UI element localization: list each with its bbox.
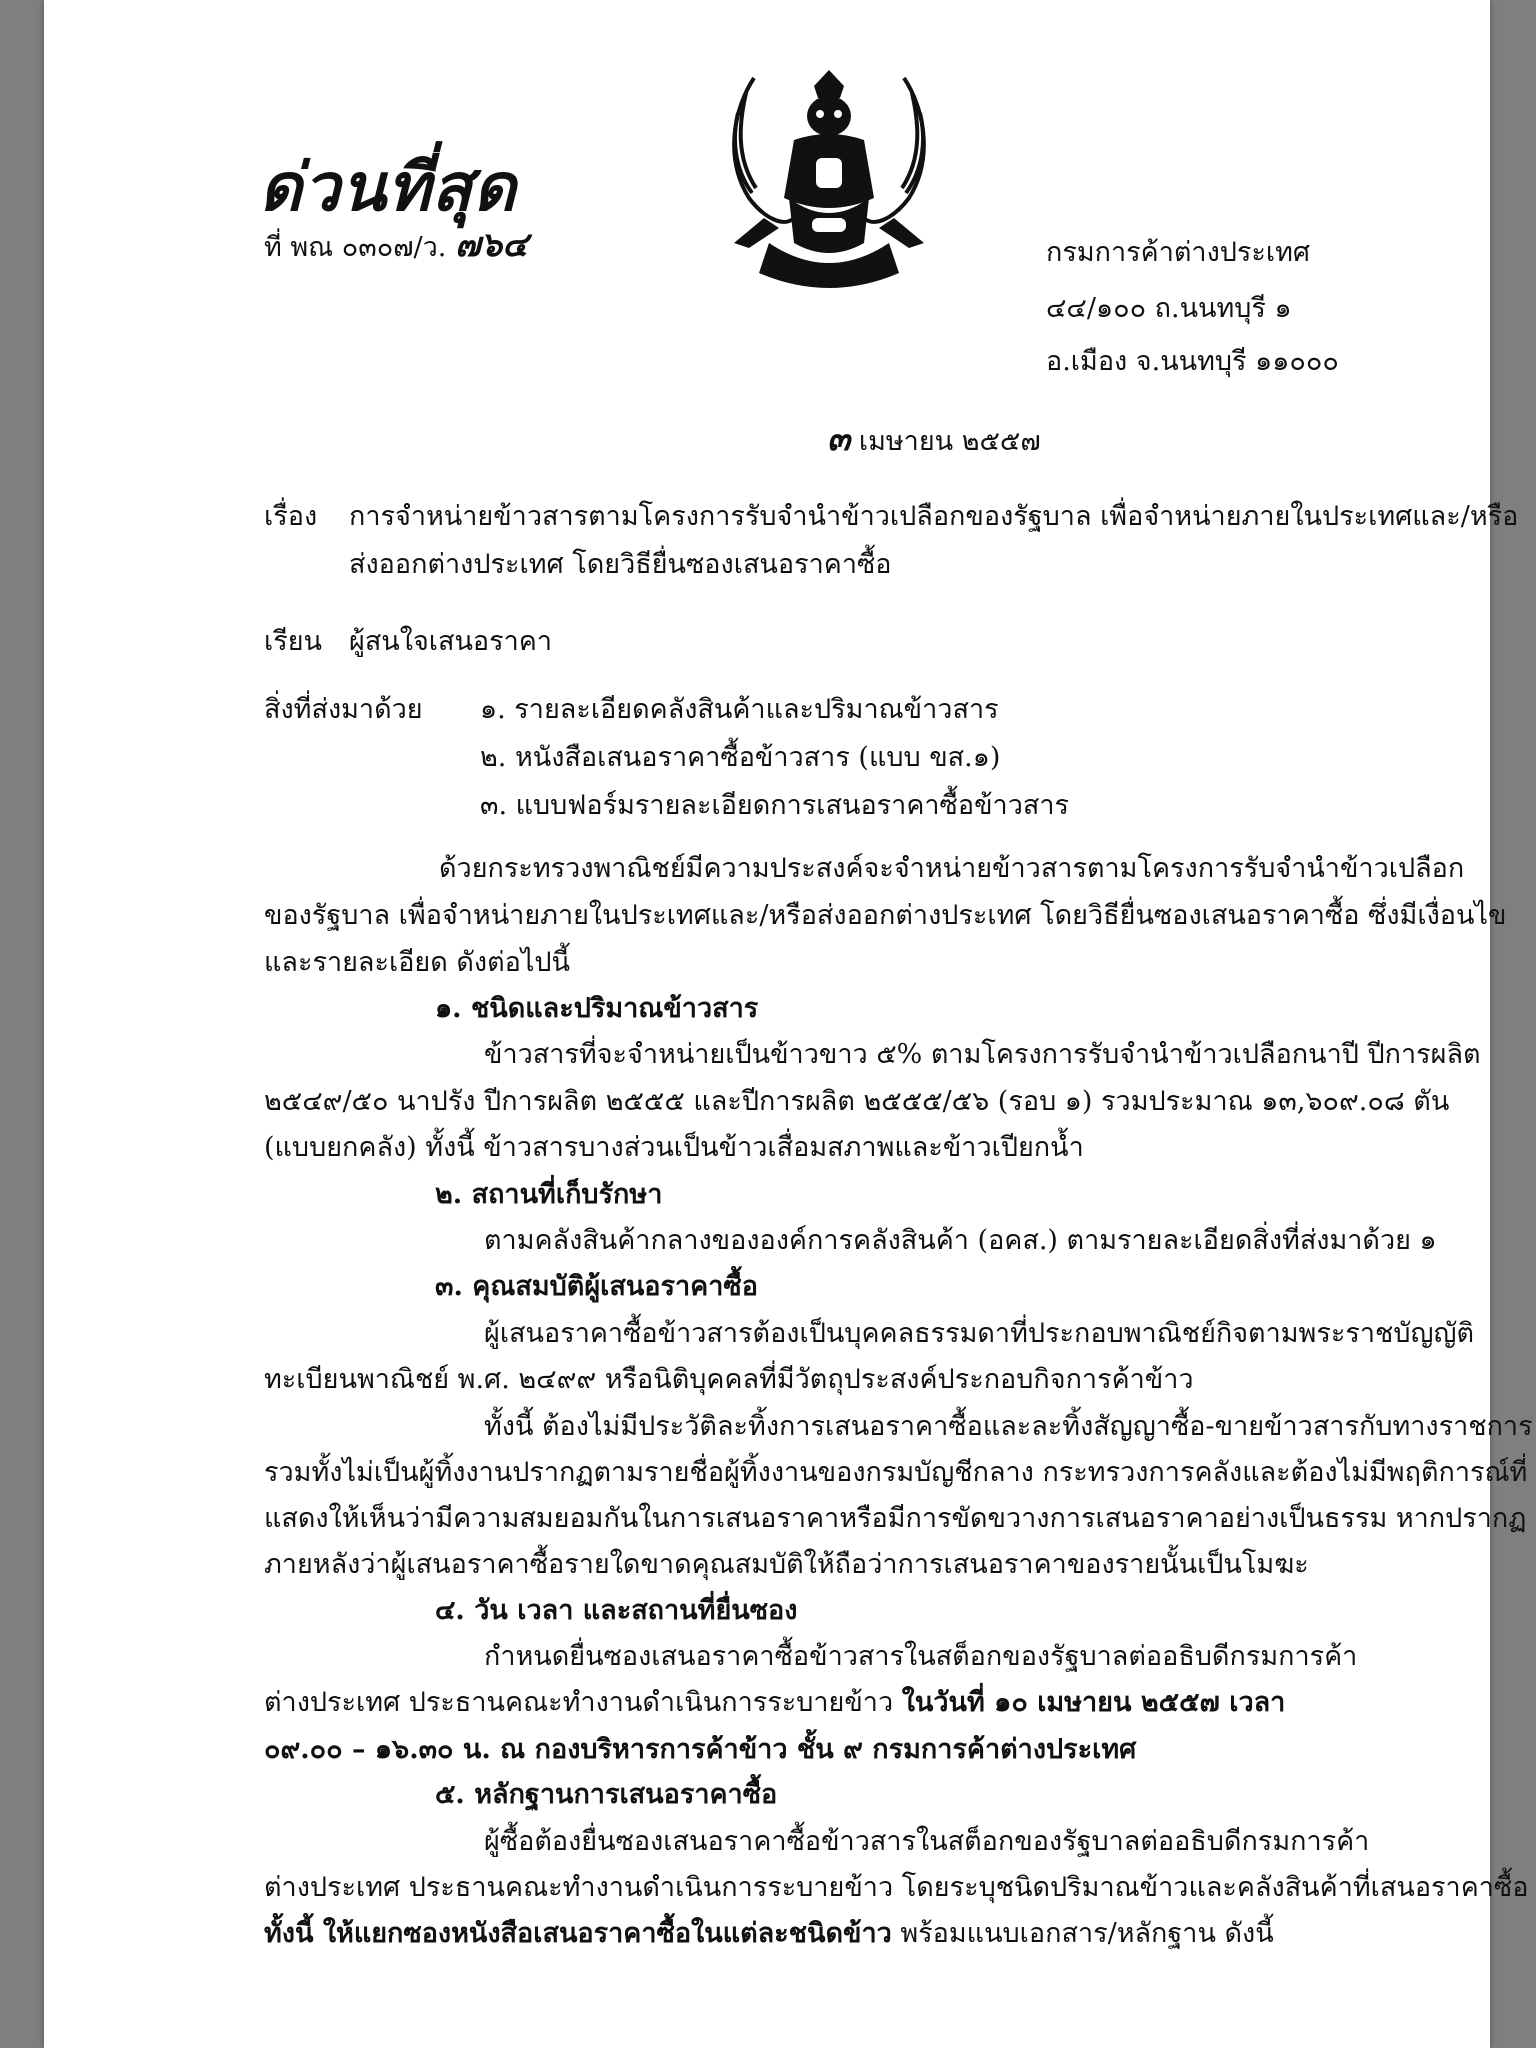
- subject-label: เรื่อง: [264, 501, 318, 532]
- body-line: ผู้ซื้อต้องยื่นซองเสนอราคาซื้อข้าวสารในสต็อกของรัฐบาลต่ออธิบดีกรมการค้า: [484, 1826, 1370, 1857]
- addressee-value: ผู้สนใจเสนอราคา: [349, 626, 553, 657]
- body-text-bold: ทั้งนี้ ให้แยกซองหนังสือเสนอราคาซื้อในแต่ละชนิดข้าว: [264, 1918, 892, 1949]
- body-line: ของรัฐบาล เพื่อจำหน่ายภายในประเทศและ/หรือส่งออกต่างประเทศ โดยวิธียื่นซองเสนอราคาซื้อ ซึ่งมีเงื่อนไข: [264, 900, 1507, 931]
- document-page: [44, 0, 1533, 2048]
- section-3-heading: ๓. คุณสมบัติผู้เสนอราคาซื้อ: [435, 1271, 758, 1302]
- body-line: ภายหลังว่าผู้เสนอราคาซื้อรายใดขาดคุณสมบัติให้ถือว่าการเสนอราคาของรายนั้นเป็นโมฆะ: [264, 1549, 1309, 1580]
- document-number-handwritten: ๗๖๔: [454, 225, 528, 265]
- body-line: รวมทั้งไม่เป็นผู้ทิ้งงานปรากฏตามรายชื่อผู้ทิ้งงานของกรมบัญชีกลาง กระทรวงการคลังและต้องไม่มีพฤติการณ์ที่: [264, 1457, 1528, 1488]
- body-text-bold: ในวันที่ ๑๐ เมษายน ๒๕๕๗ เวลา: [901, 1687, 1286, 1718]
- body-line: แสดงให้เห็นว่ามีความสมยอมกันในการเสนอราคาหรือมีการขัดขวางการเสนอราคาอย่างเป็นธรรม หากปรากฏ: [264, 1503, 1527, 1534]
- body-line: ๒๕๔๙/๕๐ นาปรัง ปีการผลิต ๒๕๕๕ และปีการผลิต ๒๕๕๕/๕๖ (รอบ ๑) รวมประมาณ ๑๓,๖๐๙.๐๘ ตัน: [264, 1086, 1450, 1117]
- sender-line-1: กรมการค้าต่างประเทศ: [1046, 237, 1311, 268]
- date-month-year: เมษายน ๒๕๕๗: [858, 426, 1041, 457]
- document-date: [827, 419, 1041, 459]
- subject-line-2: ส่งออกต่างประเทศ โดยวิธียื่นซองเสนอราคาซื้อ: [349, 549, 892, 580]
- enclosure-item: ๒. หนังสือเสนอราคาซื้อข้าวสาร (แบบ ขส.๑): [480, 742, 1001, 773]
- body-line: กำหนดยื่นซองเสนอราคาซื้อข้าวสารในสต็อกของรัฐบาลต่ออธิบดีกรมการค้า: [484, 1641, 1358, 1672]
- subject-line-1: การจำหน่ายข้าวสารตามโครงการรับจำนำข้าวเปลือกของรัฐบาล เพื่อจำหน่ายภายในประเทศและ/หรือ: [349, 501, 1519, 532]
- body-line: [264, 1686, 1285, 1720]
- date-day-handwritten: ๓: [827, 419, 851, 459]
- body-line: ผู้เสนอราคาซื้อข้าวสารต้องเป็นบุคคลธรรมดาที่ประกอบพาณิชย์กิจตามพระราชบัญญัติ: [484, 1318, 1475, 1349]
- document-number-prefix: ที่ พณ ๐๓๐๗/ว.: [264, 232, 447, 263]
- enclosure-item: ๓. แบบฟอร์มรายละเอียดการเสนอราคาซื้อข้าวสาร: [480, 790, 1070, 821]
- body-text: ต่างประเทศ ประธานคณะทำงานดำเนินการระบายข้าว: [264, 1687, 902, 1718]
- addressee-label: เรียน: [264, 626, 323, 657]
- sender-line-3: อ.เมือง จ.นนทบุรี ๑๑๐๐๐: [1046, 346, 1339, 377]
- body-line: ทะเบียนพาณิชย์ พ.ศ. ๒๔๙๙ หรือนิติบุคคลที่มีวัตถุประสงค์ประกอบกิจการค้าข้าว: [264, 1364, 1194, 1395]
- garuda-emblem-icon: [694, 68, 964, 298]
- body-line: และรายละเอียด ดังต่อไปนี้: [264, 947, 571, 978]
- section-5-heading: ๕. หลักฐานการเสนอราคาซื้อ: [435, 1779, 778, 1810]
- enclosure-item: ๑. รายละเอียดคลังสินค้าและปริมาณข้าวสาร: [480, 694, 999, 725]
- body-line: ต่างประเทศ ประธานคณะทำงานดำเนินการระบายข้าว โดยระบุชนิดปริมาณข้าวและคลังสินค้าที่เสนอราคาซื้อ: [264, 1872, 1529, 1903]
- body-line: ๐๙.๐๐ – ๑๖.๓๐ น. ณ กองบริหารการค้าข้าว ชั้น ๙ กรมการค้าต่างประเทศ: [264, 1734, 1137, 1765]
- body-text: พร้อมแนบเอกสาร/หลักฐาน ดังนี้: [891, 1918, 1274, 1949]
- body-line: ด้วยกระทรวงพาณิชย์มีความประสงค์จะจำหน่ายข้าวสารตามโครงการรับจำนำข้าวเปลือก: [439, 853, 1465, 884]
- section-4-heading: ๔. วัน เวลา และสถานที่ยื่นซอง: [435, 1595, 798, 1626]
- enclosures-label: สิ่งที่ส่งมาด้วย: [264, 694, 423, 725]
- document-number: [264, 225, 528, 265]
- body-line: ตามคลังสินค้ากลางขององค์การคลังสินค้า (อคส.) ตามรายละเอียดสิ่งที่ส่งมาด้วย ๑: [484, 1225, 1437, 1256]
- section-1-heading: ๑. ชนิดและปริมาณข้าวสาร: [435, 993, 759, 1024]
- body-line: [264, 1917, 1274, 1951]
- urgent-heading: ด่วนที่สุด: [259, 149, 517, 226]
- body-line: (แบบยกคลัง) ทั้งนี้ ข้าวสารบางส่วนเป็นข้าวเสื่อมสภาพและข้าวเปียกน้ำ: [264, 1132, 1084, 1163]
- body-line: ทั้งนี้ ต้องไม่มีประวัติละทิ้งการเสนอราคาซื้อและละทิ้งสัญญาซื้อ-ขายข้าวสารกับทางราชการ: [484, 1411, 1533, 1442]
- section-2-heading: ๒. สถานที่เก็บรักษา: [435, 1179, 663, 1210]
- sender-line-2: ๔๔/๑๐๐ ถ.นนทบุรี ๑: [1046, 293, 1292, 324]
- body-line: ข้าวสารที่จะจำหน่ายเป็นข้าวขาว ๕% ตามโครงการรับจำนำข้าวเปลือกนาปี ปีการผลิต: [484, 1039, 1481, 1070]
